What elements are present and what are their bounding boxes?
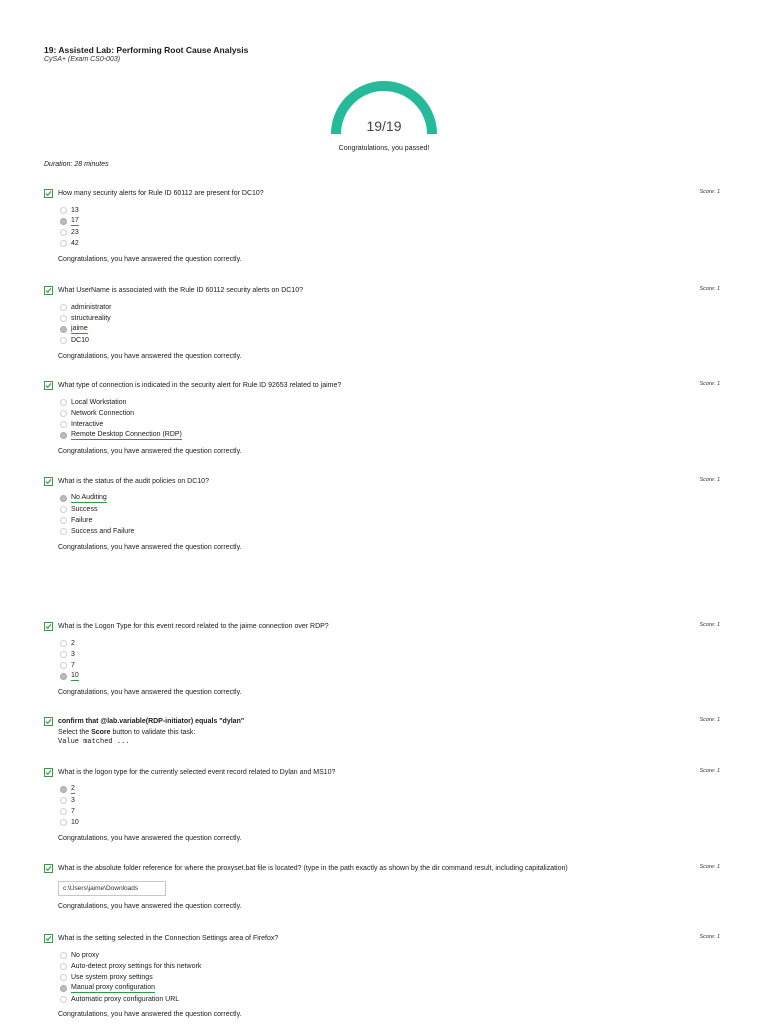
- answer-option[interactable]: [58, 994, 724, 1005]
- option-label: 3: [71, 797, 75, 804]
- validate-prefix: Select the: [58, 729, 92, 736]
- question-3: [44, 381, 724, 455]
- radio-button-selected[interactable]: [60, 673, 67, 680]
- radio-button[interactable]: [60, 797, 67, 804]
- option-label: 3: [71, 651, 75, 658]
- correct-check-icon: [44, 768, 53, 777]
- radio-button[interactable]: [60, 651, 67, 658]
- answer-options: [58, 784, 724, 828]
- option-label-correct: Remote Desktop Connection (RDP): [71, 431, 182, 438]
- question-score: Score: 1: [699, 934, 720, 940]
- radio-button[interactable]: [60, 315, 67, 322]
- option-label: DC10: [71, 337, 89, 344]
- pass-message: Congratulations, you passed!: [338, 145, 430, 152]
- radio-button[interactable]: [60, 304, 67, 311]
- lab-header: [44, 45, 248, 63]
- option-label: 13: [71, 207, 79, 214]
- correct-check-icon: [44, 934, 53, 943]
- answer-option[interactable]: [58, 397, 724, 408]
- option-label-correct: jaime: [71, 325, 88, 332]
- radio-button[interactable]: [60, 399, 67, 406]
- feedback-text: Congratulations, you have answered the question correctly.: [58, 353, 242, 360]
- answer-option[interactable]: [58, 408, 724, 419]
- answer-option[interactable]: [58, 227, 724, 238]
- correct-check-icon: [44, 286, 53, 295]
- answer-option[interactable]: [58, 660, 724, 671]
- score-button-reference: Score: [91, 729, 111, 736]
- answer-option[interactable]: [58, 972, 724, 983]
- option-label: Interactive: [71, 421, 104, 428]
- answer-option[interactable]: [58, 806, 724, 817]
- answer-option[interactable]: [58, 961, 724, 972]
- answer-option[interactable]: [58, 515, 724, 526]
- option-label-correct: 17: [71, 217, 79, 224]
- question-7: [44, 768, 724, 842]
- radio-button[interactable]: [60, 640, 67, 647]
- radio-button[interactable]: [60, 337, 67, 344]
- radio-button[interactable]: [60, 963, 67, 970]
- feedback-text: Congratulations, you have answered the question correctly.: [58, 544, 242, 551]
- option-label: 10: [71, 819, 79, 826]
- answer-option[interactable]: [58, 430, 724, 441]
- answer-option[interactable]: [58, 302, 724, 313]
- question-score: Score: 1: [699, 286, 720, 292]
- answer-option[interactable]: [58, 419, 724, 430]
- answer-option[interactable]: [58, 671, 724, 682]
- radio-button[interactable]: [60, 808, 67, 815]
- answer-text-field[interactable]: c:\Users\jaime\Downloads: [58, 881, 166, 896]
- radio-button[interactable]: [60, 410, 67, 417]
- question-1: [44, 189, 724, 263]
- question-text: What is the status of the audit policies on DC10?: [58, 478, 209, 485]
- radio-button[interactable]: [60, 974, 67, 981]
- radio-button[interactable]: [60, 240, 67, 247]
- question-5: [44, 622, 724, 696]
- question-score: Score: 1: [699, 768, 720, 774]
- answer-option[interactable]: [58, 238, 724, 249]
- validate-suffix: button to validate this task:: [110, 729, 196, 736]
- radio-button[interactable]: [60, 207, 67, 214]
- question-score: Score: 1: [699, 189, 720, 195]
- option-label-correct: Manual proxy configuration: [71, 984, 156, 991]
- option-label: Success: [71, 506, 98, 513]
- answer-option[interactable]: [58, 950, 724, 961]
- question-8: [44, 864, 724, 910]
- answer-option[interactable]: [58, 638, 724, 649]
- question-score: Score: 1: [699, 622, 720, 628]
- option-label-correct: 10: [71, 672, 79, 679]
- option-label-correct: 2: [71, 785, 75, 792]
- radio-button[interactable]: [60, 819, 67, 826]
- option-label-correct: No Auditing: [71, 494, 107, 501]
- radio-button-selected[interactable]: [60, 218, 67, 225]
- answer-option[interactable]: [58, 205, 724, 216]
- question-text: What is the Logon Type for this event record related to the jaime connection over RDP?: [58, 623, 329, 630]
- score-gauge: [328, 74, 440, 138]
- option-label: 7: [71, 662, 75, 669]
- feedback-text: Congratulations, you have answered the question correctly.: [58, 448, 242, 455]
- option-label: 23: [71, 229, 79, 236]
- question-score: Score: 1: [699, 717, 720, 723]
- radio-button-selected[interactable]: [60, 985, 67, 992]
- option-label: No proxy: [71, 952, 100, 959]
- question-text: What UserName is associated with the Rule ID 60112 security alerts on DC10?: [58, 287, 303, 294]
- option-label: 7: [71, 808, 75, 815]
- lab-title: 19: Assisted Lab: Performing Root Cause Analysis: [44, 45, 249, 55]
- answer-options: [58, 302, 724, 346]
- correct-check-icon: [44, 477, 53, 486]
- answer-option[interactable]: [58, 795, 724, 806]
- feedback-text: Congratulations, you have answered the question correctly.: [58, 903, 242, 910]
- option-label: Network Connection: [71, 410, 135, 417]
- answer-option[interactable]: [58, 817, 724, 828]
- answer-options: [58, 205, 724, 249]
- question-text: What is the setting selected in the Connection Settings area of Firefox?: [58, 935, 279, 942]
- radio-button[interactable]: [60, 662, 67, 669]
- question-4: [44, 477, 724, 551]
- radio-button[interactable]: [60, 528, 67, 535]
- answer-option[interactable]: [58, 324, 724, 335]
- feedback-text: Congratulations, you have answered the question correctly.: [58, 835, 242, 842]
- question-2: [44, 286, 724, 360]
- correct-check-icon: [44, 189, 53, 198]
- radio-button-selected[interactable]: [60, 786, 67, 793]
- answer-option[interactable]: [58, 504, 724, 515]
- feedback-text: Congratulations, you have answered the question correctly.: [58, 1011, 242, 1018]
- radio-button[interactable]: [60, 996, 67, 1003]
- radio-button[interactable]: [60, 517, 67, 524]
- answer-options: [58, 950, 724, 1005]
- correct-check-icon: [44, 864, 53, 873]
- question-text: What is the logon type for the currently selected event record related to Dylan and MS10?: [58, 769, 336, 776]
- question-score: Score: 1: [699, 477, 720, 483]
- option-label: structureality: [71, 315, 111, 322]
- radio-button-selected[interactable]: [60, 326, 67, 333]
- duration-text: Duration: 28 minutes: [44, 161, 109, 168]
- correct-check-icon: [44, 622, 53, 631]
- correct-check-icon: [44, 717, 53, 726]
- question-text: What type of connection is indicated in the security alert for Rule ID 92653 related to jaime?: [58, 382, 342, 389]
- question-text: How many security alerts for Rule ID 60112 are present for DC10?: [58, 190, 264, 197]
- radio-button[interactable]: [60, 506, 67, 513]
- answer-option[interactable]: [58, 216, 724, 227]
- option-label: Automatic proxy configuration URL: [71, 996, 180, 1003]
- correct-check-icon: [44, 381, 53, 390]
- answer-option[interactable]: [58, 493, 724, 504]
- answer-options: [58, 493, 724, 537]
- exam-subtitle: CySA+ (Exam CS0-003): [44, 56, 121, 63]
- radio-button[interactable]: [60, 952, 67, 959]
- answer-option[interactable]: [58, 335, 724, 346]
- task-text: confirm that @lab.variable(RDP-initiator) equals "dylan": [58, 718, 245, 725]
- answer-option[interactable]: [58, 784, 724, 795]
- option-label: Success and Failure: [71, 528, 135, 535]
- answer-option[interactable]: [58, 649, 724, 660]
- validation-result: Value matched ...: [58, 738, 130, 746]
- question-9: [44, 934, 724, 1018]
- option-label: Failure: [71, 517, 93, 524]
- answer-options: [58, 397, 724, 441]
- option-label: 2: [71, 640, 75, 647]
- radio-button-selected[interactable]: [60, 495, 67, 502]
- feedback-text: Congratulations, you have answered the question correctly.: [58, 689, 242, 696]
- answer-option[interactable]: [58, 526, 724, 537]
- option-label: 42: [71, 240, 79, 247]
- question-score: Score: 1: [699, 864, 720, 870]
- radio-button[interactable]: [60, 229, 67, 236]
- answer-option[interactable]: [58, 313, 724, 324]
- option-label: administrator: [71, 304, 112, 311]
- question-score: Score: 1: [699, 381, 720, 387]
- feedback-text: Congratulations, you have answered the question correctly.: [58, 256, 242, 263]
- radio-button[interactable]: [60, 421, 67, 428]
- question-6: [44, 717, 724, 747]
- question-text: What is the absolute folder reference for where the proxyset.bat file is located? (type in the path exactly as shown by the dir command result, including capitalization): [58, 865, 568, 872]
- option-label: Auto-detect proxy settings for this network: [71, 963, 202, 970]
- answer-option[interactable]: [58, 983, 724, 994]
- answer-options: [58, 638, 724, 682]
- option-label: Use system proxy settings: [71, 974, 153, 981]
- score-value: 19/19: [366, 118, 402, 134]
- option-label: Local Workstation: [71, 399, 127, 406]
- radio-button-selected[interactable]: [60, 432, 67, 439]
